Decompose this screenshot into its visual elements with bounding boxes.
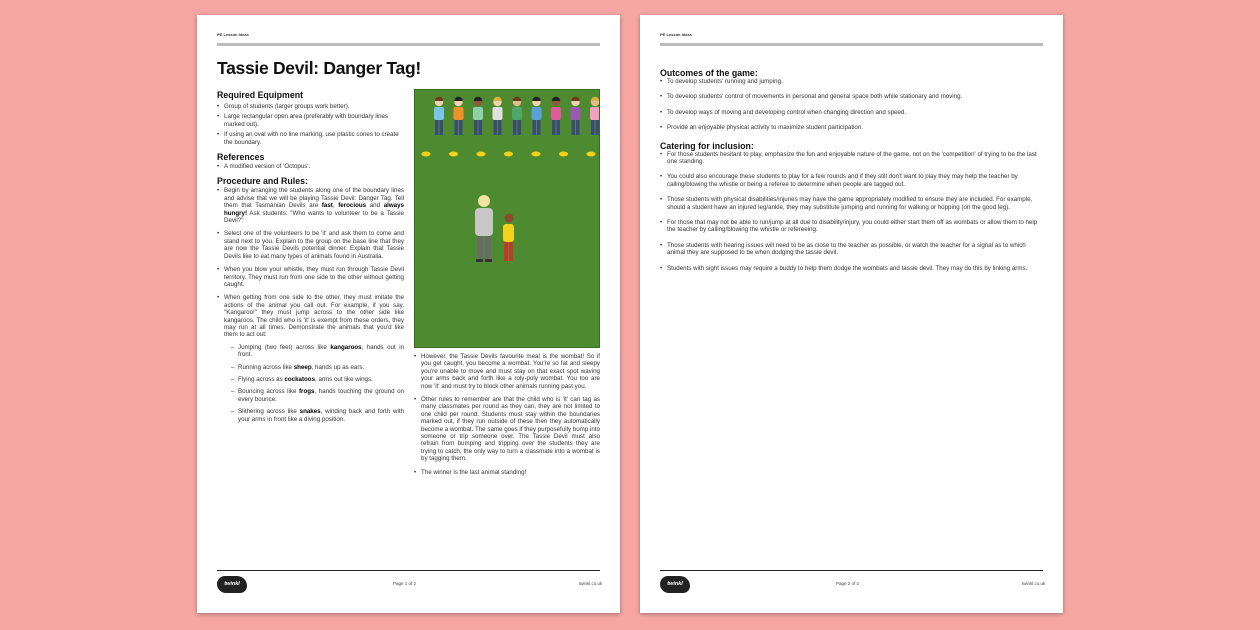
child-figure [454,97,464,135]
child-figure [473,97,483,135]
list-item: • For those that may not be able to run/jump at all due to disability/injury, you could either start them off as wombats or allow them to help the teacher by calling/blowing the whistle or refereeing. [660,219,1043,234]
page-number: Page 1 of 2 [393,581,417,586]
page-header: PE Lesson Ideas [217,32,249,37]
page-title: Tassie Devil: Danger Tag! [217,58,421,78]
list-item: • Students with sight issues may require a buddy to help them dodge the wombats and tassie devil. They may do this by linking arms. [660,265,1043,272]
rules-list [414,353,600,476]
right-column [414,353,600,476]
cone-marker [559,152,568,157]
site-url: twinkl.co.uk [1022,581,1046,586]
twinkl-logo: twinkl [660,576,690,593]
header-rule [217,43,600,46]
references-list [217,163,404,170]
footer-rule [217,570,600,571]
list-item: • Other rules to remember are that the child who is 'it' can tag as many classmates per round as they can, they are not limited to one child per round. Students must stay within the boundaries marked out, if they run outside of these then they automatically become a wombat. The same goes if they purposefully bump into someone or trip someone over. The Tassie Devil must also refrain from bumping and tripping over the students they are trying to catch, the only way to turn a classmate into a wombat is by tagging them. [414,396,600,463]
child-figure [434,97,444,135]
footer-rule [660,570,1043,571]
playground-illustration [414,89,600,348]
procedure-list [217,187,404,423]
list-item: • Those students with physical disabilities/injuries may have the game appropriately modified to ensure they are included. For example, should a student have an injured leg/ankle, they may substitute jumping and running for walking or hopping (on the good leg). [660,196,1043,211]
left-column [217,87,404,423]
header-rule [660,43,1043,46]
child-figure [590,97,600,135]
equipment-list [217,103,404,146]
teacher-figure [475,195,493,262]
list-item: • For those students hesitant to play, emphasize the fun and enjoyable nature of the game, not on the 'competition' of trying to be the last one standing. [660,151,1043,166]
child-figure [571,97,581,135]
list-item: • Select one of the volunteers to be 'it' and ask them to come and stand next to you. Explain to the group on the base line that they are now the Tassie Devils potential dinner. Explain that Tassie Devils like to eat many types of animals found in Australia. [217,230,404,260]
child-figure [512,97,522,135]
cone-marker [449,152,458,157]
list-item: • Group of students (larger groups work better). [217,103,404,110]
child-figure [493,97,503,135]
list-item: • Those students with hearing issues will need to be as close to the teacher as possible, or watch the teacher for a signal as to which animal they are supposed to be when dodging the tassie devil. [660,242,1043,257]
cone-marker [477,152,486,157]
procedure-heading: Procedure and Rules: [217,176,308,187]
page-number: Page 2 of 2 [836,581,860,586]
child-it-figure [503,214,514,262]
list-item: • A modified version of 'Octopus'. [217,163,404,170]
site-url: twinkl.co.uk [579,581,603,586]
list-item: • However, the Tassie Devils favourite meal is the wombat! So if you get caught, you become a wombat. You're so fat and sleepy you're unable to move and must stay on that exact spot waving your arms back and forth like a roly-poly wombat. You too are now 'it' and must try to block other animals running past you. [414,353,600,390]
animal-item: – Running across like sheep, hands up as ears. [217,364,404,371]
list-item: • Large rectangular open area (preferably with boundary lines marked out). [217,113,404,128]
animal-item: – Flying across as cockatoos, arms out like wings. [217,376,404,383]
cone-marker [504,152,513,157]
cone-marker [422,152,431,157]
animal-item: – Slithering across like snakes, winding back and forth with your arms in front like a diving position. [217,408,404,423]
child-figure [551,97,561,135]
equipment-heading: Required Equipment [217,90,304,100]
list-item: • To develop ways of moving and developing control when changing direction and speed. [660,109,1043,116]
outcomes-list [660,78,1043,132]
worksheet-page-2 [640,15,1063,613]
list-item: • To develop students' running and jumping. [660,78,1043,85]
child-figure [532,97,542,135]
outcomes-heading: Outcomes of the game: [660,68,758,78]
inclusion-heading: Catering for inclusion: [660,140,754,151]
list-item: • To develop students' control of movements in personal and general space both while stationary and moving. [660,93,1043,100]
animal-item: – Jumping (two feet) across like kangaroos, hands out in front. [217,344,404,359]
main-column [660,65,1043,272]
animal-item: – Bouncing across like frogs, hands touching the ground on every bounce. [217,388,404,403]
list-item: • Provide an enjoyable physical activity to maximize student participation. [660,124,1043,131]
children-on-field-image [415,90,600,348]
list-item: • If using an oval with no line marking, use plastic cones to create the boundary. [217,131,404,146]
list-item: • The winner is the last animal standing! [414,469,600,476]
cone-marker [587,152,596,157]
references-heading: References [217,152,265,163]
inclusion-list [660,151,1043,272]
cone-marker [532,152,541,157]
page-header: PE Lesson Ideas [660,32,692,37]
worksheet-page-1 [197,15,620,613]
list-item: • When you blow your whistle, they must run through Tassie Devil territory. They must run from one side to the other without getting caught. [217,266,404,288]
list-item: • You could also encourage these students to play for a few rounds and if they still don't want to play they may help the teacher by calling/blowing the whistle or being a referee to determine when people are tagged out. [660,173,1043,188]
list-item: • Begin by arranging the students along one of the boundary lines and advise that we will be playing Tassie Devil: Danger Tag. Tell them that Tasmanian Devils are fast, ferocious and always hungry! Ask students: "Who wants to volunteer to be a Tassie Devil?" [217,187,404,224]
twinkl-logo: twinkl [217,576,247,593]
list-item: • When getting from one side to the other, they must imitate the actions of the animal you call out. For example, if you say, "Kangaroo!" they must jump across to the other side like kangaroos. The child who is 'it' is exempt from these orders, they may run at all times. Demonstrate the animals that you'd like them to act out: [217,294,404,338]
